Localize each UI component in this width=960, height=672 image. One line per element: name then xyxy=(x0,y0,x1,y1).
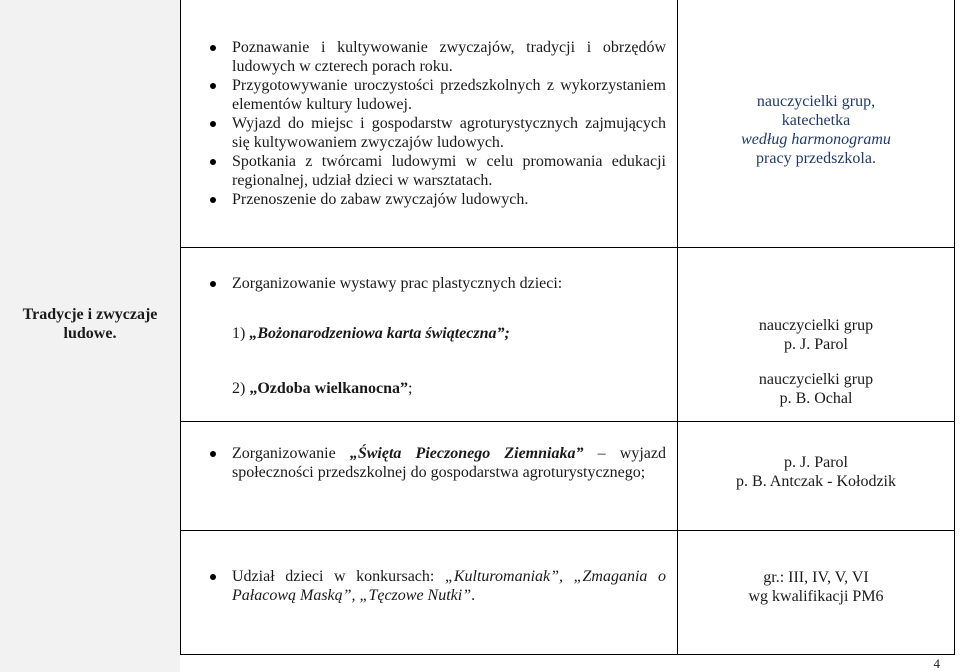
list-item: Przygotowywanie uroczystości przedszkolnych z wykorzystaniem elementów kultury ludowej. xyxy=(204,76,666,114)
contest-titles: „Kulturomaniak”, „Zmagania o Pałacową Maską”, „Tęczowe Nutki” xyxy=(232,568,666,604)
table-border-right xyxy=(954,0,955,654)
section1-responsible xyxy=(678,92,954,168)
item-number: 1) xyxy=(232,325,250,342)
category-line: Tradycje i zwyczaje xyxy=(22,306,158,323)
text-rest: – wyjazd społeczności przedszkolnej do gospodarstwa agroturystycznego; xyxy=(232,445,666,481)
table-border-left xyxy=(180,0,181,654)
row-divider-3 xyxy=(180,530,955,531)
item-suffix: ; xyxy=(408,380,413,397)
section4-responsible xyxy=(678,568,954,606)
text-prefix: Zorganizowanie xyxy=(232,445,350,462)
list-item: Zorganizowanie wystawy prac plastycznych dzieci: xyxy=(204,274,666,293)
section3-potato-festival xyxy=(204,444,666,482)
table-bottom-border xyxy=(180,654,955,655)
category-label xyxy=(0,305,180,343)
responsible-line: nauczycielki grup xyxy=(758,317,874,334)
responsible-line: p. J. Parol xyxy=(784,336,848,353)
responsible-line: nauczycielki grup xyxy=(758,371,874,388)
exhibition-item-2 xyxy=(232,379,672,398)
responsible-line: p. B. Ochal xyxy=(779,390,853,407)
row-divider-1 xyxy=(180,247,955,248)
activity-list xyxy=(204,38,666,209)
responsible-line: pracy przedszkola. xyxy=(756,150,876,167)
responsible-line: p. J. Parol xyxy=(784,454,848,471)
exhibition-responsible-1 xyxy=(678,316,954,354)
list-item: Poznawanie i kultywowanie zwyczajów, tradycji i obrzędów ludowych w czterech porach roku. xyxy=(204,38,666,76)
text-suffix: . xyxy=(471,587,476,604)
section1-activities xyxy=(204,38,666,209)
exhibition-list xyxy=(204,274,666,293)
exhibition-item-1 xyxy=(232,324,672,343)
responsible-line: gr.: III, IV, V, VI xyxy=(763,569,869,586)
list-item: Przenoszenie do zabaw zwyczajów ludowych. xyxy=(204,190,666,209)
category-line: ludowe. xyxy=(63,325,117,342)
exhibition-responsible-2 xyxy=(678,370,954,408)
festival-list xyxy=(204,444,666,482)
section2-exhibition xyxy=(204,274,666,293)
item-title: „Bożonarodzeniowa karta świąteczna”; xyxy=(249,325,510,342)
responsible-line: według harmonogramu xyxy=(741,131,891,148)
responsible-line: nauczycielki grup, xyxy=(756,93,876,110)
section3-responsible xyxy=(678,453,954,491)
responsible-line: p. B. Antczak - Kołodzik xyxy=(736,473,896,490)
list-item: Spotkania z twórcami ludowymi w celu promowania edukacji regionalnej, udział dzieci w warsztatach. xyxy=(204,152,666,190)
list-item xyxy=(204,444,666,482)
row-divider-2 xyxy=(180,421,955,422)
item-number: 2) xyxy=(232,380,250,397)
text-prefix: Udział dzieci w konkursach: xyxy=(232,568,445,585)
list-item: Wyjazd do miejsc i gospodarstw agroturystycznych zajmujących się kultywowaniem zwyczajów ludowych. xyxy=(204,114,666,152)
contest-list xyxy=(204,567,666,605)
page-number: 4 xyxy=(933,656,940,671)
list-item xyxy=(204,567,666,605)
festival-title: „Święta Pieczonego Ziemniaka” xyxy=(349,445,584,462)
responsible-line: wg kwalifikacji PM6 xyxy=(748,588,884,605)
section4-contests xyxy=(204,567,666,605)
item-title: „Ozdoba wielkanocna” xyxy=(249,380,409,397)
responsible-line: katechetka xyxy=(781,112,851,129)
